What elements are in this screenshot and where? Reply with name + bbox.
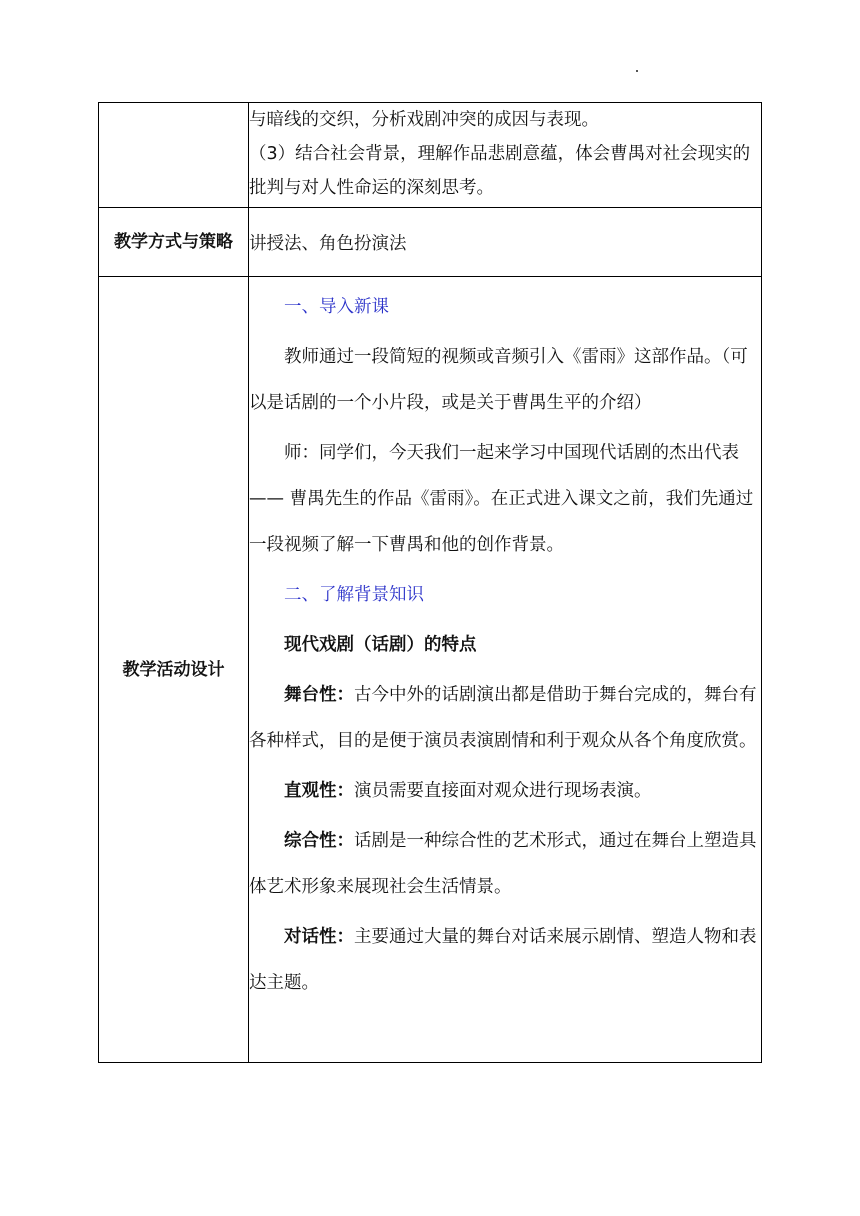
activity-label: 教学活动设计: [99, 277, 249, 1063]
objectives-label-cell: [99, 103, 249, 208]
feature-text: 演员需要直接面对观众进行现场表演。: [354, 781, 652, 801]
objectives-row: [99, 103, 762, 208]
feature-term: 综合性：: [284, 831, 354, 851]
section-1-paragraph-1: 教师通过一段简短的视频或音频引入《雷雨》这部作品。（可以是话剧的一个小片段，或是关于曹禺生平的介绍）: [249, 347, 748, 413]
lesson-plan-table: [98, 102, 762, 1063]
feature-item: [249, 768, 761, 814]
section-2-subheading: 现代戏剧（话剧）的特点: [284, 635, 477, 655]
methods-label: 教学方式与策略: [99, 208, 249, 277]
section-1-title: 一、导入新课: [284, 297, 389, 317]
feature-term: 舞台性：: [284, 685, 354, 705]
feature-item: [249, 672, 761, 764]
feature-term: 直观性：: [284, 781, 354, 801]
objectives-line-1: 与暗线的交织，分析戏剧冲突的成因与表现。: [249, 110, 599, 130]
feature-text: 主要通过大量的舞台对话来展示剧情、塑造人物和表达主题。: [249, 927, 757, 993]
feature-text: 古今中外的话剧演出都是借助于舞台完成的，舞台有各种样式，目的是便于演员表演剧情和利于观众从各个角度欣赏。: [249, 685, 757, 751]
objectives-content-cell: [249, 103, 762, 208]
page-marker-dot: [636, 70, 638, 72]
section-1-paragraph-2: 师：同学们，今天我们一起来学习中国现代话剧的杰出代表 —— 曹禺先生的作品《雷雨》。在正式进入课文之前，我们先通过一段视频了解一下曹禺和他的创作背景。: [249, 443, 754, 555]
feature-item: [249, 818, 761, 910]
activity-row: [99, 277, 762, 1063]
section-2-title: 二、了解背景知识: [284, 585, 424, 605]
methods-row: [99, 208, 762, 277]
feature-term: 对话性：: [284, 927, 354, 947]
methods-value: 讲授法、角色扮演法: [249, 208, 762, 277]
objectives-line-2: （3）结合社会背景，理解作品悲剧意蕴，体会曹禺对社会现实的批判与对人性命运的深刻思考。: [249, 144, 751, 198]
feature-text: 话剧是一种综合性的艺术形式，通过在舞台上塑造具体艺术形象来展现社会生活情景。: [249, 831, 757, 897]
feature-item: [249, 914, 761, 1006]
activity-content-cell: [249, 277, 762, 1063]
